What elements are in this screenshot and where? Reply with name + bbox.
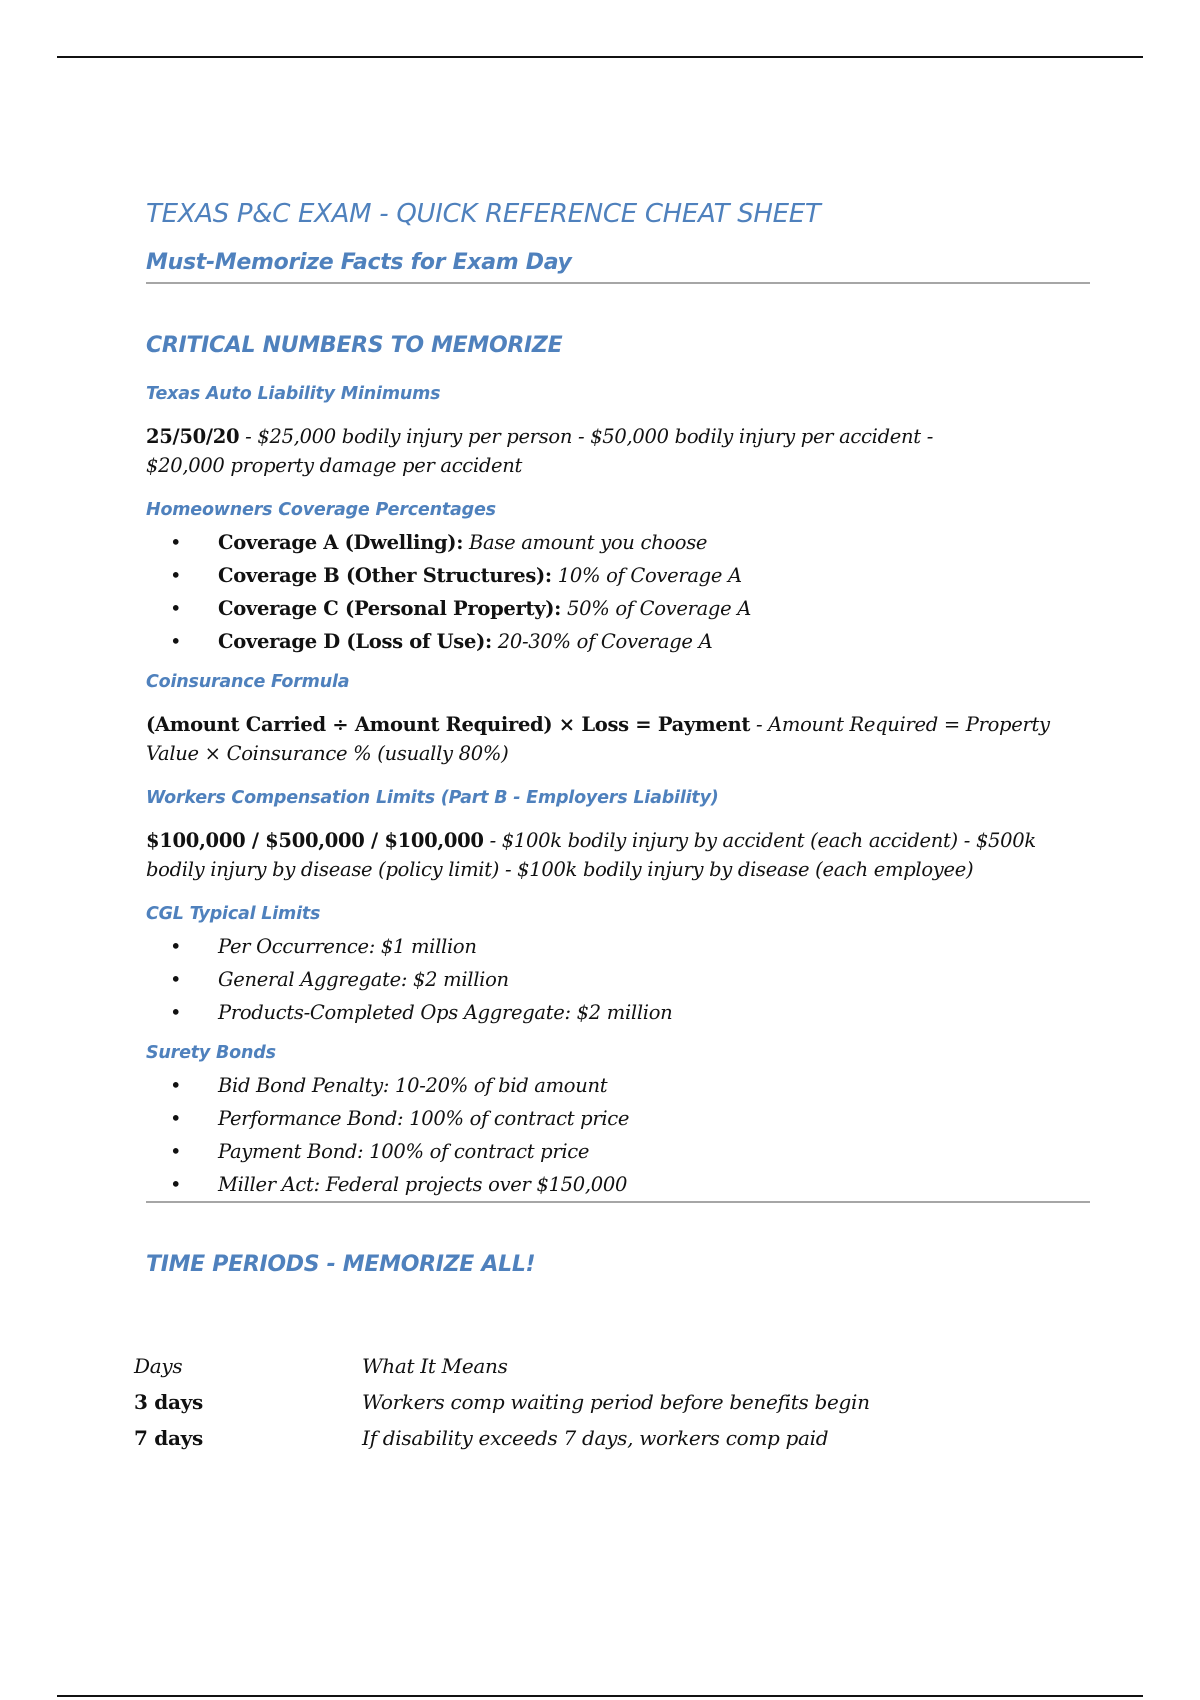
- coverage-a-detail: Base amount you choose: [463, 531, 708, 554]
- surety-item: Payment Bond: 100% of contract price: [218, 1140, 590, 1163]
- bullet-icon: •: [170, 935, 182, 958]
- page-top-rule: [57, 56, 1143, 58]
- coverage-c-detail: 50% of Coverage A: [561, 597, 752, 620]
- list-item: [146, 625, 1090, 658]
- list-item: [146, 592, 1090, 625]
- coinsurance-detail: - Amount Required = Property Value × Coinsurance % (usually 80%): [146, 713, 1050, 765]
- section-divider: [146, 1201, 1090, 1203]
- homeowners-list: [146, 526, 1090, 658]
- list-item: [146, 996, 1090, 1029]
- document-body: [146, 192, 1090, 1283]
- bullet-icon: •: [170, 1173, 182, 1196]
- coinsurance-heading: Coinsurance Formula: [146, 672, 350, 692]
- page-bottom-rule: [57, 1695, 1143, 1697]
- list-item: [146, 526, 1090, 559]
- surety-item: Performance Bond: 100% of contract price: [218, 1107, 630, 1130]
- cgl-item: General Aggregate: $2 million: [218, 968, 509, 991]
- bullet-icon: •: [170, 1107, 182, 1130]
- section-critical-numbers-heading: CRITICAL NUMBERS TO MEMORIZE: [146, 333, 563, 358]
- table-row: [134, 1384, 1062, 1420]
- coverage-b-label: Coverage B (Other Structures):: [218, 564, 552, 587]
- auto-liability-lead: 25/50/20: [146, 425, 240, 448]
- days-cell: 3 days: [134, 1390, 203, 1414]
- list-item: [146, 1135, 1090, 1168]
- cgl-heading: CGL Typical Limits: [146, 904, 321, 924]
- bullet-icon: •: [170, 564, 182, 587]
- bullet-icon: •: [170, 968, 182, 991]
- document-subtitle: Must-Memorize Facts for Exam Day: [146, 246, 1090, 284]
- surety-bonds-heading: Surety Bonds: [146, 1043, 276, 1063]
- coinsurance-formula: (Amount Carried ÷ Amount Required) × Loss = Payment: [146, 713, 751, 736]
- auto-liability-detail: - $25,000 bodily injury per person - $50,000 bodily injury per accident - $20,000 property damage per accident: [146, 425, 934, 477]
- list-item: [146, 930, 1090, 963]
- coverage-d-detail: 20-30% of Coverage A: [491, 630, 713, 653]
- cgl-list: [146, 930, 1090, 1029]
- table-row: [134, 1420, 1062, 1456]
- homeowners-heading: Homeowners Coverage Percentages: [146, 500, 496, 520]
- cgl-item: Products-Completed Ops Aggregate: $2 million: [218, 1001, 673, 1024]
- days-cell: 7 days: [134, 1426, 203, 1450]
- coverage-c-label: Coverage C (Personal Property):: [218, 597, 562, 620]
- bullet-icon: •: [170, 1001, 182, 1024]
- document-title: TEXAS P&C EXAM - QUICK REFERENCE CHEAT SHEET: [146, 199, 821, 229]
- workers-comp-heading: Workers Compensation Limits (Part B - Employers Liability): [146, 788, 719, 808]
- bullet-icon: •: [170, 597, 182, 620]
- column-header-meaning: What It Means: [362, 1354, 508, 1378]
- surety-item: Bid Bond Penalty: 10-20% of bid amount: [218, 1074, 608, 1097]
- coverage-d-label: Coverage D (Loss of Use):: [218, 630, 492, 653]
- bullet-icon: •: [170, 630, 182, 653]
- section-time-periods-heading: TIME PERIODS - MEMORIZE ALL!: [146, 1252, 536, 1277]
- list-item: [146, 963, 1090, 996]
- cgl-item: Per Occurrence: $1 million: [218, 935, 477, 958]
- list-item: [146, 1069, 1090, 1102]
- list-item: [146, 1168, 1090, 1201]
- workers-comp-limits: $100,000 / $500,000 / $100,000: [146, 829, 484, 852]
- time-periods-table: [134, 1348, 1062, 1456]
- coverage-b-detail: 10% of Coverage A: [551, 564, 742, 587]
- auto-liability-heading: Texas Auto Liability Minimums: [146, 384, 441, 404]
- workers-comp-paragraph: [146, 826, 1090, 884]
- meaning-cell: If disability exceeds 7 days, workers comp paid: [362, 1426, 829, 1450]
- surety-bonds-list: [146, 1069, 1090, 1201]
- meaning-cell: Workers comp waiting period before benefits begin: [362, 1390, 870, 1414]
- surety-item: Miller Act: Federal projects over $150,000: [218, 1173, 628, 1196]
- coverage-a-label: Coverage A (Dwelling):: [218, 531, 464, 554]
- bullet-icon: •: [170, 531, 182, 554]
- workers-comp-detail: - $100k bodily injury by accident (each accident) - $500k bodily injury by disease (policy limit) - $100k bodily injury by disease (each employee): [146, 829, 1036, 881]
- auto-liability-paragraph: [146, 422, 966, 480]
- coinsurance-paragraph: [146, 710, 1090, 768]
- bullet-icon: •: [170, 1074, 182, 1097]
- table-header-row: [134, 1348, 1062, 1384]
- list-item: [146, 1102, 1090, 1135]
- column-header-days: Days: [134, 1354, 183, 1378]
- list-item: [146, 559, 1090, 592]
- bullet-icon: •: [170, 1140, 182, 1163]
